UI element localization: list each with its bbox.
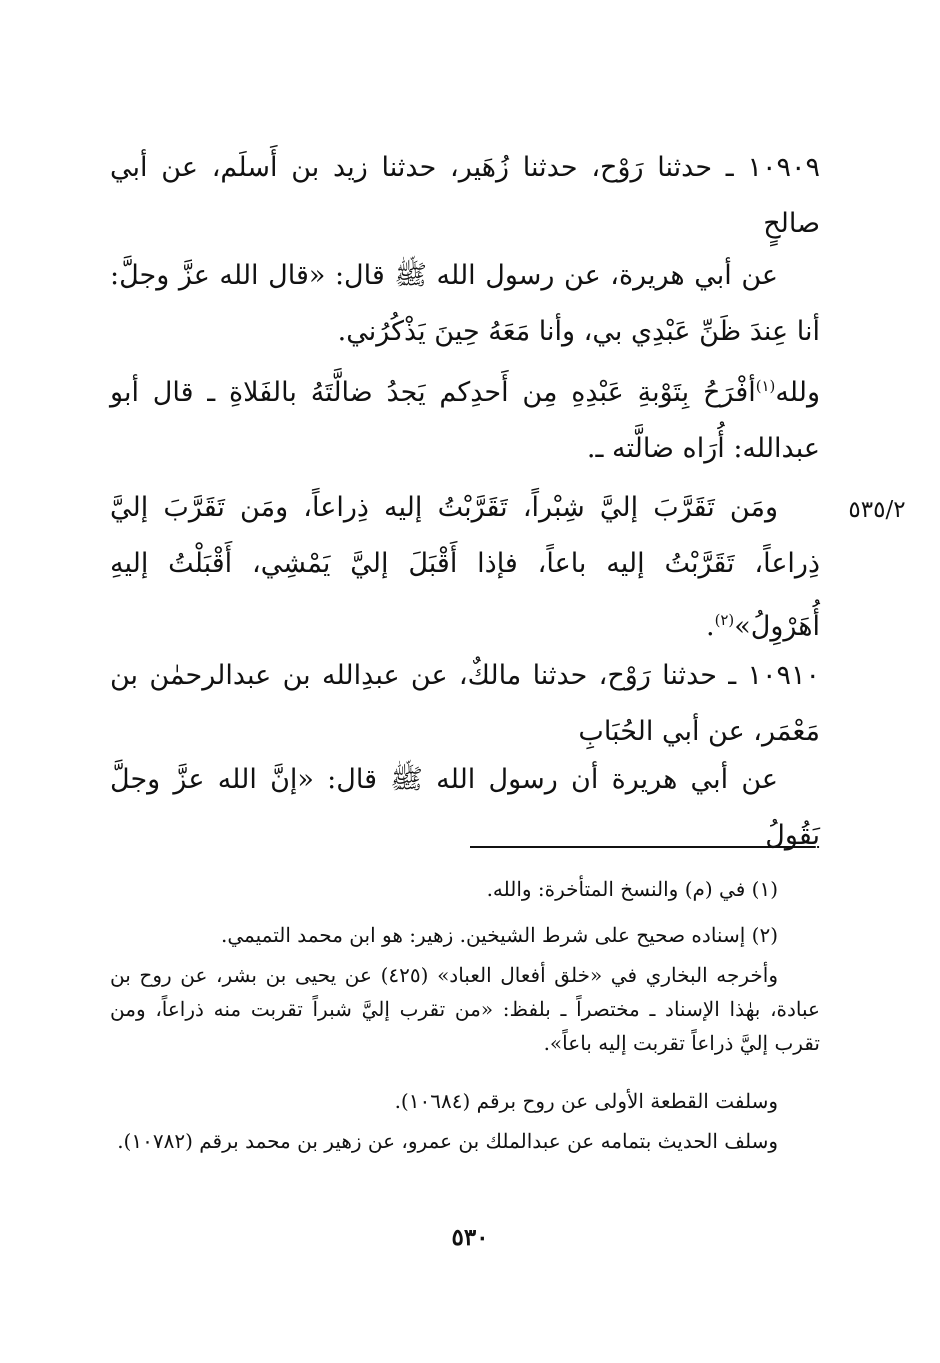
footnote-ref-2: (٢): [714, 611, 735, 629]
margin-reference: ٥٣٥/٢: [848, 497, 906, 523]
hadith-10909-matn-2: [110, 358, 820, 477]
matn-3-text: ومَن تَقَرَّبَ إليَّ شِبْراً، تَقَرَّبْتُ إليه ذِراعاً، ومَن تَقَرَّبَ إليَّ ذِراعاً، تَقَرَّبْتُ إليه باعاً، فإذا أَقْبَلَ إليَّ يَمْشِي، أَقْبَلْتُ إليهِ أُهَرْوِلُ»: [110, 492, 820, 642]
page-number: ٥٣٠: [451, 1224, 489, 1251]
hadith-10910-isnad: ١٠٩١٠ ـ حدثنا رَوْح، حدثنا مالكٌ، عن عبدِالله بن عبدالرحمٰن بن مَعْمَر، عن أبي الحُبَابِ: [110, 660, 820, 747]
footnote-2-line-3: وسلفت القطعة الأولى عن روح برقم (١٠٦٨٤).: [394, 1089, 778, 1113]
hadith-10909-matn-1: عن أبي هريرة، عن رسول الله ﷺ قال: «قال الله عزَّ وجلَّ: أنا عِندَ ظَنِّ عَبْدِي بي، وأنا مَعَهُ حِينَ يَذْكُرُني.: [110, 260, 820, 347]
hadith-10909-matn-3: [110, 480, 820, 655]
hadith-10910-matn: عن أبي هريرة أن رسول الله ﷺ قال: «إنَّ الله عزَّ وجلَّ يَقُولُ: [110, 764, 820, 851]
footnote-separator: [470, 846, 815, 848]
footnote-1: (١) في (م) والنسخ المتأخرة: والله.: [486, 877, 778, 901]
footnote-ref-1: (١): [755, 377, 776, 395]
footnote-2-line-1: (٢) إسناده صحيح على شرط الشيخين. زهير: هو ابن محمد التميمي.: [221, 923, 778, 947]
hadith-10909-isnad: ١٠٩٠٩ ـ حدثنا رَوْح، حدثنا زُهَير، حدثنا زيد بن أَسلَم، عن أبي صالحٍ: [110, 152, 820, 239]
matn-3-end: .: [706, 611, 715, 642]
matn-2-rest: أفْرَحُ بِتَوْبةِ عَبْدِهِ مِن أَحدِكم يَجدُ ضالَّتَهُ بالفَلاةِ ـ قال أبو عبدالله: أُرَاه ضالَّته ـ.: [110, 377, 820, 464]
footnote-2-line-4: وسلف الحديث بتمامه عن عبدالملك بن عمرو، عن زهير بن محمد برقم (١٠٧٨٢).: [117, 1129, 778, 1153]
footnote-2-line-2: وأخرجه البخاري في «خلق أفعال العباد» (٤٢٥) عن يحيى بن بشر، عن روح بن عبادة، بهٰذا الإسناد ـ مختصراً ـ بلفظ: «من تقرب إليَّ شبراً تقربت منه ذراعاً، ومن تقرب إليَّ ذراعاً تقربت إليه باعاً».: [110, 963, 820, 1055]
matn-2-start: ولله: [775, 377, 820, 408]
